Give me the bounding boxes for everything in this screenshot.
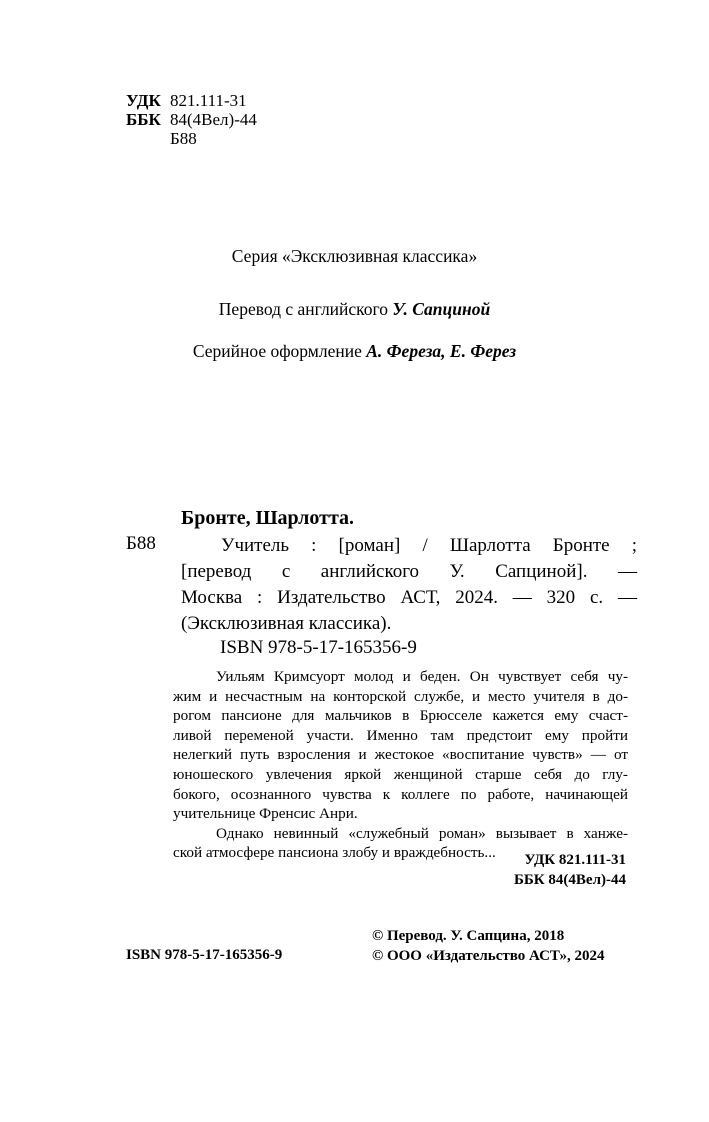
copyright-block xyxy=(372,927,605,966)
translator-name: У. Сапциной xyxy=(392,299,491,319)
annotation-line: нелегкий путь взросления и жестокое «воспитание чувств» — от xyxy=(173,746,628,764)
author-mark: Б88 xyxy=(170,129,197,148)
annotation-line: юношеского увлечения яркой женщиной старше себя до глу- xyxy=(173,765,628,783)
annotation-line: ской атмосфере пансиона злобу и враждебность... xyxy=(173,844,496,862)
bbk-row xyxy=(126,110,257,129)
bib-isbn: ISBN 978-5-17-165356-9 xyxy=(220,637,417,658)
annotation xyxy=(173,667,628,863)
annotation-line: Уильям Кримсуорт молод и беден. Он чувствует себя чу- xyxy=(216,668,628,685)
classification-codes xyxy=(126,91,257,148)
copyright-translation: © Перевод. У. Сапцина, 2018 xyxy=(372,928,565,944)
udk-label: УДК xyxy=(126,91,161,110)
translation-prefix: Перевод с английского xyxy=(218,299,393,319)
bib-shelf-mark: Б88 xyxy=(126,533,156,554)
annotation-line: жим и несчастным на конторской службе, и место учителя в до- xyxy=(173,687,628,705)
annotation-line: Однако невинный «служебный роман» вызывает в ханже- xyxy=(216,824,628,842)
bottom-isbn: ISBN 978-5-17-165356-9 xyxy=(126,947,283,963)
bbk-value: 84(4Вел)-44 xyxy=(170,110,257,129)
series-line: Серия «Эксклюзивная классика» xyxy=(231,246,478,266)
annotation-line: ливой переменой участи. Именно там предстоит ему пройти xyxy=(173,726,628,744)
annotation-line: учительнице Френсис Анри. xyxy=(173,805,358,823)
designer-names: А. Фереза, Е. Ферез xyxy=(366,341,517,361)
annotation-line: рогом пансионе для мальчиков в Брюсселе кажется ему счаст- xyxy=(173,707,628,725)
translation-credit xyxy=(0,299,709,320)
bib-description xyxy=(181,533,637,637)
bbk-label: ББК xyxy=(126,110,161,129)
design-credit xyxy=(0,341,709,362)
copyright-publisher: © ООО «Издательство АСТ», 2024 xyxy=(372,947,605,964)
bottom-udk: УДК 821.111-31 xyxy=(524,852,626,868)
bottom-bbk: ББК 84(4Вел)-44 xyxy=(513,871,626,888)
bib-line: [перевод с английского У. Сапциной]. — xyxy=(181,561,637,582)
bib-author: Бронте, Шарлотта. xyxy=(181,507,355,529)
bottom-codes xyxy=(514,851,626,890)
bib-line: Учитель : [роман] / Шарлотта Бронте ; xyxy=(221,535,637,556)
design-prefix: Серийное оформление xyxy=(192,341,367,361)
bib-line: (Эксклюзивная классика). xyxy=(181,613,392,634)
udk-row xyxy=(126,91,257,110)
udk-value: 821.111-31 xyxy=(170,91,247,110)
bib-line: Москва : Издательство АСТ, 2024. — 320 с. — xyxy=(181,587,637,608)
annotation-line: бокого, осознанного чувства к коллеге по работе, начинающей xyxy=(173,785,628,803)
